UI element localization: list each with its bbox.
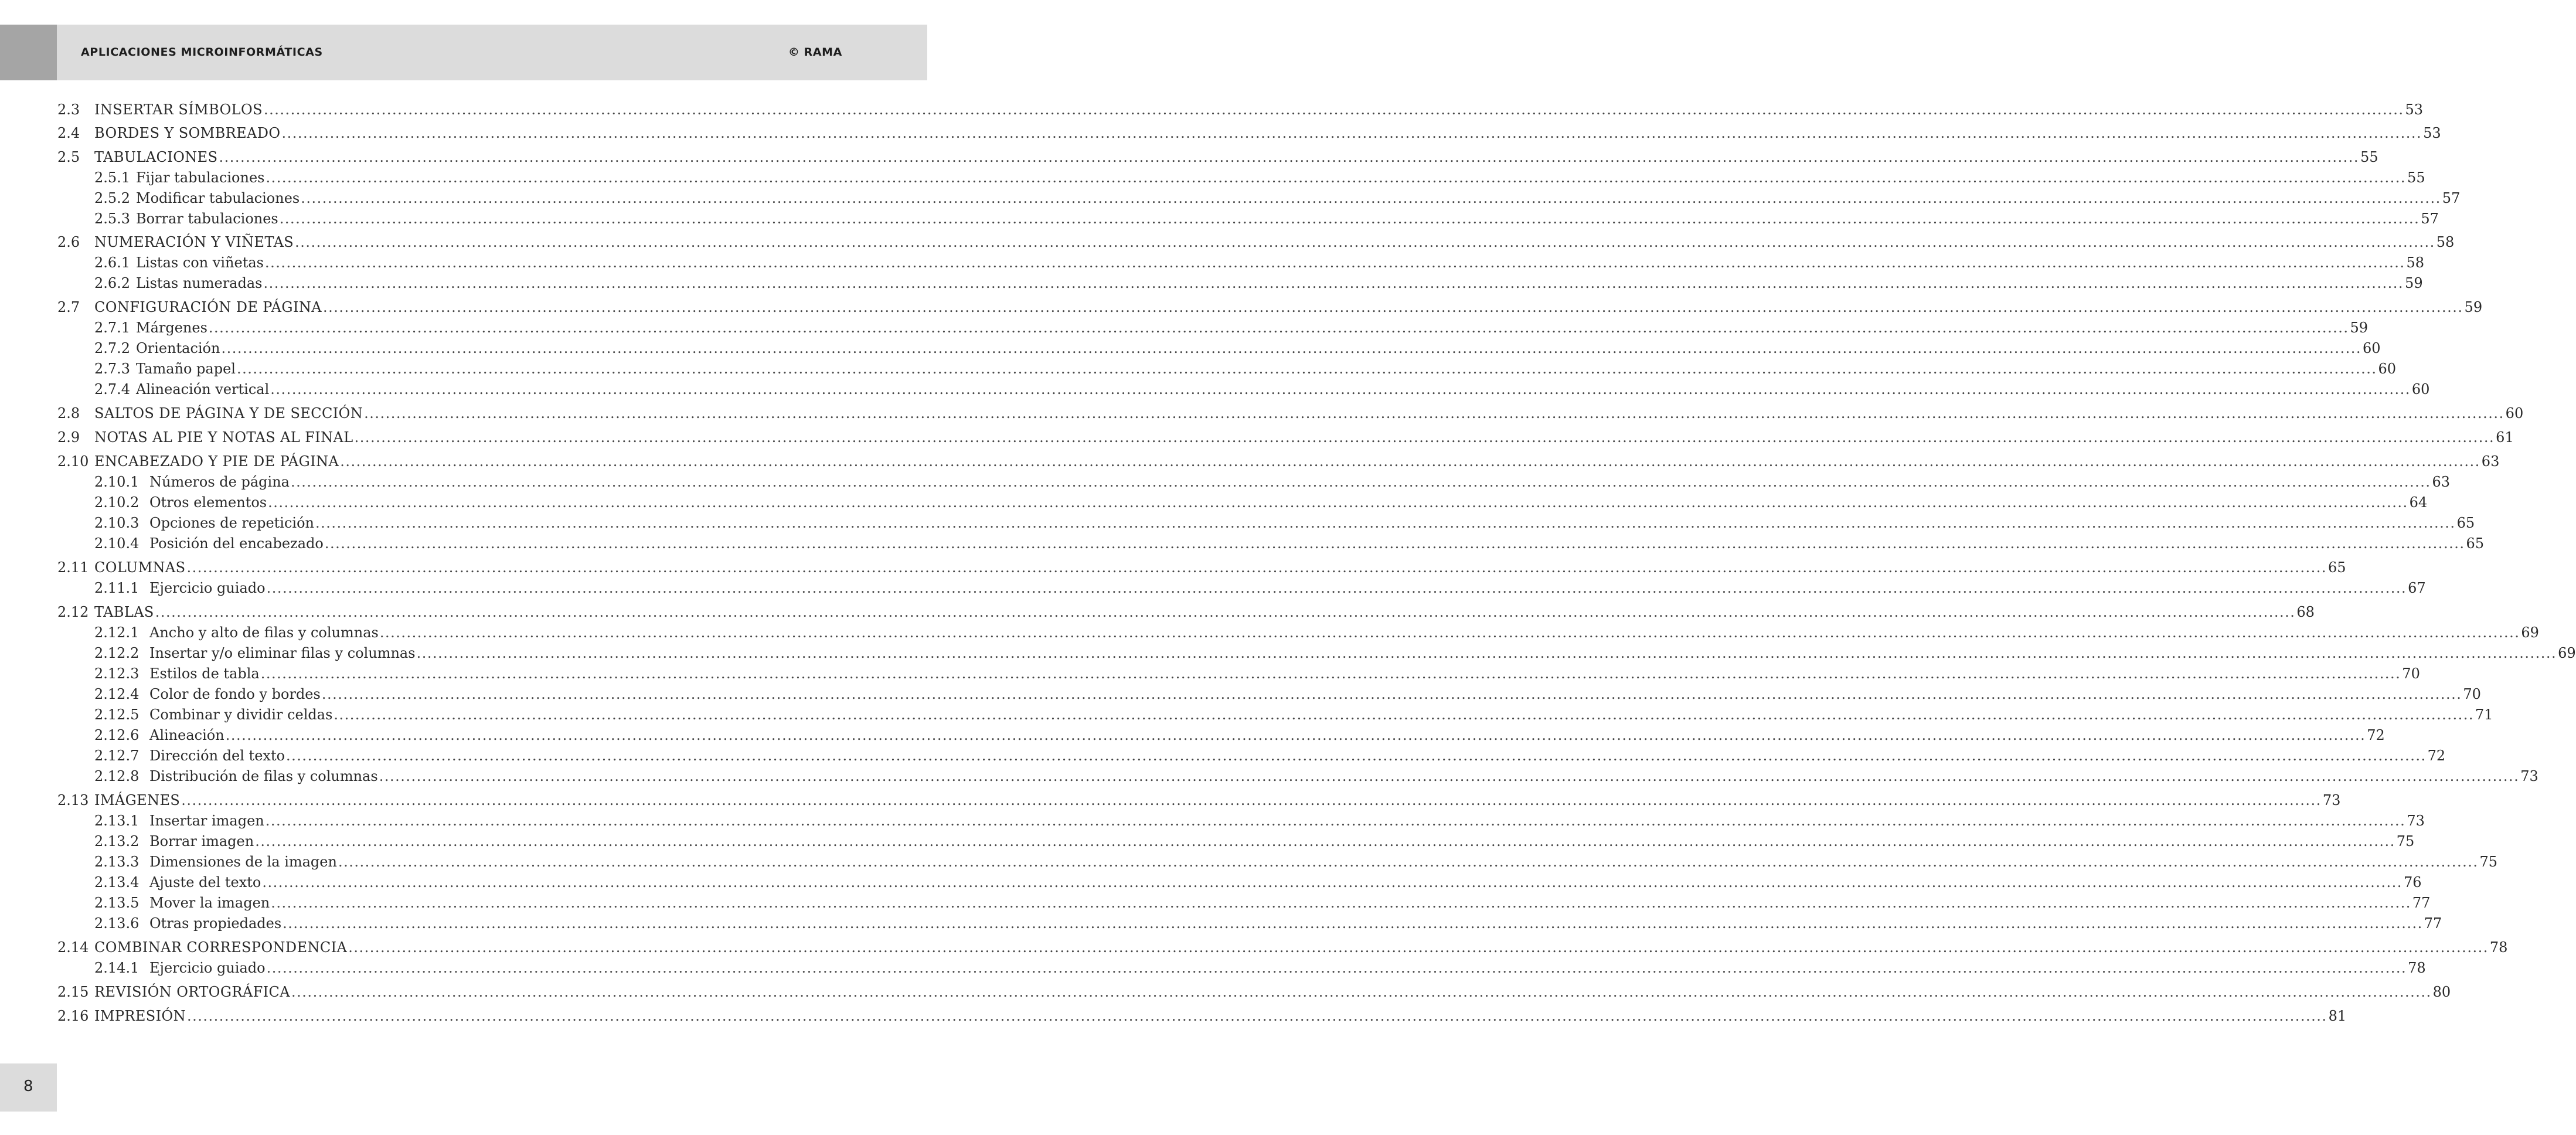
toc-entry-page: 53 (2405, 101, 2424, 118)
toc-entry-title: COMBINAR CORRESPONDENCIA (94, 939, 348, 956)
toc-entry-page: 67 (2408, 580, 2426, 596)
toc-entry-number: 2.13.5 (94, 895, 139, 911)
toc-entry[interactable] (0, 361, 2397, 380)
toc-entry-number: 2.12.7 (94, 747, 139, 764)
dot-leader: ................................................................................................................................................................................................................................................................................................................................................................................................................ (266, 169, 2407, 186)
toc-entry[interactable] (0, 939, 2508, 959)
toc-entry[interactable] (0, 624, 2539, 644)
toc-entry[interactable] (0, 604, 2315, 624)
toc-entry-title: Opciones de repetición (149, 515, 314, 531)
toc-entry-title: Alineación (149, 727, 224, 743)
toc-entry-page: 57 (2442, 190, 2461, 206)
toc-entry-number: 2.5.3 (94, 210, 131, 227)
toc-entry[interactable] (0, 665, 2420, 685)
dot-leader: ................................................................................................................................................................................................................................................................................................................................................................................................................ (264, 254, 2405, 271)
toc-entry-number: 2.14.1 (94, 960, 139, 976)
dot-leader: ................................................................................................................................................................................................................................................................................................................................................................................................................ (187, 1008, 2327, 1024)
toc-entry[interactable] (0, 535, 2484, 555)
toc-entry-title: NOTAS AL PIE Y NOTAS AL FINAL (94, 429, 353, 446)
toc-entry-number: 2.15 (57, 984, 89, 1000)
dot-leader: ................................................................................................................................................................................................................................................................................................................................................................................................................ (208, 320, 2349, 336)
dot-leader: ................................................................................................................................................................................................................................................................................................................................................................................................................ (266, 960, 2407, 976)
dot-leader: ................................................................................................................................................................................................................................................................................................................................................................................................................ (155, 604, 2296, 620)
toc-entry[interactable] (0, 645, 2576, 665)
toc-entry[interactable] (0, 984, 2451, 1004)
toc-entry[interactable] (0, 474, 2451, 494)
toc-entry-page: 69 (2521, 624, 2539, 641)
toc-entry-page: 76 (2403, 874, 2422, 891)
toc-entry[interactable] (0, 101, 2424, 121)
toc-entry-number: 2.13.4 (94, 874, 139, 891)
toc-entry[interactable] (0, 686, 2481, 706)
dot-leader: ................................................................................................................................................................................................................................................................................................................................................................................................................ (270, 381, 2411, 397)
toc-entry[interactable] (0, 768, 2538, 788)
running-header-copyright: © RAMA (788, 46, 842, 59)
toc-entry-page: 65 (2466, 535, 2484, 552)
dot-leader: ................................................................................................................................................................................................................................................................................................................................................................................................................ (322, 299, 2463, 315)
toc-entry-title: Otros elementos (149, 494, 267, 511)
toc-entry-page: 60 (2505, 405, 2524, 422)
toc-entry-title: BORDES Y SOMBREADO (94, 125, 281, 141)
toc-entry[interactable] (0, 210, 2439, 230)
dot-leader: ................................................................................................................................................................................................................................................................................................................................................................................................................ (181, 792, 2322, 808)
toc-entry[interactable] (0, 320, 2369, 339)
toc-entry-title: TABLAS (94, 604, 154, 620)
toc-entry[interactable] (0, 833, 2415, 853)
toc-entry-number: 2.10.1 (94, 474, 139, 490)
dot-leader: ................................................................................................................................................................................................................................................................................................................................................................................................................ (281, 125, 2422, 141)
toc-entry-title: CONFIGURACIÓN DE PÁGINA (94, 299, 322, 315)
toc-entry-number: 2.10.4 (94, 535, 139, 552)
toc-entry-number: 2.11 (57, 559, 89, 576)
toc-entry[interactable] (0, 727, 2385, 747)
toc-entry-number: 2.13 (57, 792, 89, 808)
toc-entry-page: 80 (2432, 984, 2451, 1000)
dot-leader: ................................................................................................................................................................................................................................................................................................................................................................................................................ (236, 361, 2377, 377)
toc-entry-title: Estilos de tabla (149, 665, 260, 682)
toc-entry-number: 2.11.1 (94, 580, 139, 596)
toc-entry[interactable] (0, 494, 2428, 514)
toc-entry-title: Alineación vertical (136, 381, 270, 397)
toc-entry-title: Márgenes (136, 320, 207, 336)
toc-entry-title: Dirección del texto (149, 747, 285, 764)
toc-entry-number: 2.6.2 (94, 275, 131, 291)
toc-entry[interactable] (0, 792, 2341, 812)
toc-entry-page: 60 (2411, 381, 2430, 397)
toc-entry-number: 2.12.1 (94, 624, 139, 641)
toc-entry-number: 2.13.2 (94, 833, 139, 849)
toc-entry-title: Color de fondo y bordes (149, 686, 321, 702)
dot-leader: ................................................................................................................................................................................................................................................................................................................................................................................................................ (271, 895, 2411, 911)
toc-entry-title: Combinar y dividir celdas (149, 706, 333, 723)
toc-entry-title: Borrar imagen (149, 833, 254, 849)
toc-entry[interactable] (0, 254, 2425, 274)
dot-leader: ................................................................................................................................................................................................................................................................................................................................................................................................................ (221, 340, 2362, 356)
toc-entry-number: 2.10 (57, 453, 89, 470)
toc-entry-page: 64 (2409, 494, 2428, 511)
toc-entry-number: 2.13.1 (94, 813, 139, 829)
toc-entry-number: 2.12.5 (94, 706, 139, 723)
toc-entry[interactable] (0, 580, 2426, 600)
toc-entry-page: 55 (2360, 149, 2378, 165)
toc-entry-page: 61 (2496, 429, 2514, 446)
dot-leader: ................................................................................................................................................................................................................................................................................................................................................................................................................ (364, 405, 2504, 422)
dot-leader: ................................................................................................................................................................................................................................................................................................................................................................................................................ (379, 624, 2520, 641)
dot-leader: ................................................................................................................................................................................................................................................................................................................................................................................................................ (255, 833, 2395, 849)
toc-entry-page: 70 (2463, 686, 2481, 702)
toc-entry-title: Tamaño papel (136, 361, 236, 377)
toc-entry-number: 2.12.6 (94, 727, 139, 743)
toc-entry-title: TABULACIONES (94, 149, 218, 165)
toc-entry[interactable] (0, 381, 2430, 401)
toc-entry[interactable] (0, 169, 2425, 189)
toc-entry-page: 73 (2520, 768, 2538, 784)
toc-entry-number: 2.7.2 (94, 340, 131, 356)
toc-entry-page: 81 (2328, 1008, 2347, 1024)
toc-entry-title: Otras propiedades (149, 915, 282, 932)
toc-entry[interactable] (0, 1008, 2347, 1028)
dot-leader: ................................................................................................................................................................................................................................................................................................................................................................................................................ (279, 210, 2420, 227)
toc-entry-page: 75 (2396, 833, 2415, 849)
toc-entry-number: 2.12 (57, 604, 89, 620)
toc-entry-number: 2.4 (57, 125, 80, 141)
dot-leader: ................................................................................................................................................................................................................................................................................................................................................................................................................ (283, 915, 2423, 932)
toc-entry-number: 2.12.3 (94, 665, 139, 682)
dot-leader: ................................................................................................................................................................................................................................................................................................................................................................................................................ (260, 665, 2401, 682)
toc-entry-title: REVISIÓN ORTOGRÁFICA (94, 984, 291, 1000)
toc-entry[interactable] (0, 706, 2493, 726)
toc-entry-page: 60 (2363, 340, 2381, 356)
toc-entry[interactable] (0, 340, 2381, 360)
toc-entry[interactable] (0, 895, 2431, 915)
toc-entry[interactable] (0, 190, 2461, 210)
dot-leader: ................................................................................................................................................................................................................................................................................................................................................................................................................ (263, 101, 2404, 118)
toc-entry-page: 60 (2378, 361, 2397, 377)
dot-leader: ................................................................................................................................................................................................................................................................................................................................................................................................................ (225, 727, 2366, 743)
toc-entry-title: COLUMNAS (94, 559, 186, 576)
toc-entry[interactable] (0, 275, 2423, 295)
dot-leader: ................................................................................................................................................................................................................................................................................................................................................................................................................ (354, 429, 2495, 446)
toc-entry-title: Ejercicio guiado (149, 580, 266, 596)
dot-leader: ................................................................................................................................................................................................................................................................................................................................................................................................................ (219, 149, 2360, 165)
toc-entry-page: 59 (2405, 275, 2423, 291)
toc-entry-title: Ejercicio guiado (149, 960, 266, 976)
toc-entry[interactable] (0, 299, 2483, 319)
running-header-title: APLICACIONES MICROINFORMÁTICAS (81, 46, 323, 59)
toc-entry-page: 65 (2456, 515, 2475, 531)
toc-entry-title: Insertar y/o eliminar filas y columnas (149, 645, 416, 661)
toc-entry-title: IMPRESIÓN (94, 1008, 186, 1024)
toc-entry-page: 58 (2406, 254, 2425, 271)
toc-entry-page: 59 (2464, 299, 2483, 315)
toc-entry[interactable] (0, 405, 2524, 425)
toc-entry-number: 2.7.1 (94, 320, 131, 336)
toc-entry-title: Distribución de filas y columnas (149, 768, 378, 784)
toc-entry-page: 63 (2432, 474, 2451, 490)
toc-entry-title: NUMERACIÓN Y VIÑETAS (94, 234, 294, 250)
toc-entry-title: SALTOS DE PÁGINA Y DE SECCIÓN (94, 405, 363, 422)
toc-entry-page: 70 (2402, 665, 2420, 682)
toc-entry[interactable] (0, 915, 2442, 935)
toc-entry-page: 73 (2322, 792, 2341, 808)
toc-entry-page: 65 (2328, 559, 2346, 576)
toc-entry-number: 2.14 (57, 939, 89, 956)
toc-entry[interactable] (0, 559, 2346, 579)
toc-entry-number: 2.5 (57, 149, 80, 165)
dot-leader: ................................................................................................................................................................................................................................................................................................................................................................................................................ (286, 747, 2427, 764)
toc-entry-page: 77 (2424, 915, 2442, 932)
toc-entry-page: 58 (2436, 234, 2455, 250)
toc-entry-number: 2.16 (57, 1008, 89, 1024)
toc-entry[interactable] (0, 234, 2455, 254)
toc-entry-number: 2.5.1 (94, 169, 131, 186)
toc-entry-page: 78 (2489, 939, 2508, 956)
dot-leader: ................................................................................................................................................................................................................................................................................................................................................................................................................ (301, 190, 2441, 206)
toc-entry-title: INSERTAR SÍMBOLOS (94, 101, 263, 118)
dot-leader: ................................................................................................................................................................................................................................................................................................................................................................................................................ (338, 854, 2479, 870)
dot-leader: ................................................................................................................................................................................................................................................................................................................................................................................................................ (334, 706, 2474, 723)
toc-entry-title: Orientación (136, 340, 220, 356)
toc-entry-title: Mover la imagen (149, 895, 270, 911)
toc-entry-title: Fijar tabulaciones (136, 169, 265, 186)
toc-entry-page: 53 (2423, 125, 2441, 141)
toc-entry-number: 2.10.3 (94, 515, 139, 531)
toc-entry[interactable] (0, 125, 2441, 145)
toc-entry-number: 2.9 (57, 429, 80, 446)
toc-entry[interactable] (0, 515, 2475, 535)
toc-entry-number: 2.5.2 (94, 190, 131, 206)
dot-leader: ................................................................................................................................................................................................................................................................................................................................................................................................................ (268, 494, 2408, 511)
toc-entry-number: 2.13.3 (94, 854, 139, 870)
toc-entry-title: ENCABEZADO Y PIE DE PÁGINA (94, 453, 339, 470)
dot-leader: ................................................................................................................................................................................................................................................................................................................................................................................................................ (295, 234, 2435, 250)
toc-entry-page: 55 (2407, 169, 2425, 186)
toc-entry-page: 75 (2479, 854, 2498, 870)
toc-entry[interactable] (0, 453, 2500, 473)
toc-entry-title: Borrar tabulaciones (136, 210, 278, 227)
toc-entry-title: Ajuste del texto (149, 874, 261, 891)
toc-entry[interactable] (0, 429, 2514, 449)
toc-entry-number: 2.6.1 (94, 254, 131, 271)
toc-entry-number: 2.7.3 (94, 361, 131, 377)
toc-entry-title: Dimensiones de la imagen (149, 854, 337, 870)
toc-entry-number: 2.12.8 (94, 768, 139, 784)
toc-entry-title: Números de página (149, 474, 290, 490)
toc-entry-title: Ancho y alto de filas y columnas (149, 624, 379, 641)
toc-entry-page: 68 (2296, 604, 2315, 620)
toc-entry[interactable] (0, 960, 2426, 980)
toc-entry-number: 2.8 (57, 405, 80, 422)
dot-leader: ................................................................................................................................................................................................................................................................................................................................................................................................................ (416, 645, 2557, 661)
toc-entry-title: Listas numeradas (136, 275, 263, 291)
toc-entry-title: Modificar tabulaciones (136, 190, 300, 206)
toc-entry-title: IMÁGENES (94, 792, 181, 808)
toc-entry-page: 77 (2412, 895, 2431, 911)
toc-entry-number: 2.10.2 (94, 494, 139, 511)
dot-leader: ................................................................................................................................................................................................................................................................................................................................................................................................................ (262, 874, 2403, 891)
toc-entry-page: 78 (2408, 960, 2426, 976)
toc-entry-page: 69 (2558, 645, 2576, 661)
page-number: 8 (23, 1078, 33, 1095)
dot-leader: ................................................................................................................................................................................................................................................................................................................................................................................................................ (324, 535, 2465, 552)
toc-entry-title: Posición del encabezado (149, 535, 324, 552)
toc-entry-page: 73 (2407, 813, 2425, 829)
dot-leader: ................................................................................................................................................................................................................................................................................................................................................................................................................ (348, 939, 2489, 956)
toc-entry[interactable] (0, 854, 2498, 874)
toc-entry-title: Insertar imagen (149, 813, 264, 829)
dot-leader: ................................................................................................................................................................................................................................................................................................................................................................................................................ (265, 813, 2406, 829)
toc-entry[interactable] (0, 874, 2422, 894)
toc-entry[interactable] (0, 813, 2425, 832)
toc-entry-number: 2.12.4 (94, 686, 139, 702)
toc-entry-title: Listas con viñetas (136, 254, 264, 271)
dot-leader: ................................................................................................................................................................................................................................................................................................................................................................................................................ (340, 453, 2480, 470)
toc-entry-page: 71 (2475, 706, 2493, 723)
toc-entry-number: 2.7 (57, 299, 80, 315)
dot-leader: ................................................................................................................................................................................................................................................................................................................................................................................................................ (290, 474, 2431, 490)
toc-entry-page: 57 (2421, 210, 2439, 227)
toc-entry-number: 2.13.6 (94, 915, 139, 932)
toc-entry-page: 59 (2350, 320, 2369, 336)
dot-leader: ................................................................................................................................................................................................................................................................................................................................................................................................................ (263, 275, 2404, 291)
dot-leader: ................................................................................................................................................................................................................................................................................................................................................................................................................ (266, 580, 2407, 596)
toc-entry-number: 2.6 (57, 234, 80, 250)
dot-leader: ................................................................................................................................................................................................................................................................................................................................................................................................................ (379, 768, 2520, 784)
dot-leader: ................................................................................................................................................................................................................................................................................................................................................................................................................ (315, 515, 2456, 531)
dot-leader: ................................................................................................................................................................................................................................................................................................................................................................................................................ (321, 686, 2462, 702)
toc-entry-page: 63 (2481, 453, 2500, 470)
dot-leader: ................................................................................................................................................................................................................................................................................................................................................................................................................ (186, 559, 2327, 576)
toc-entry-number: 2.7.4 (94, 381, 131, 397)
toc-entry-number: 2.3 (57, 101, 80, 118)
toc-entry-number: 2.12.2 (94, 645, 139, 661)
toc-entry-page: 72 (2367, 727, 2385, 743)
dot-leader: ................................................................................................................................................................................................................................................................................................................................................................................................................ (291, 984, 2432, 1000)
toc-entry[interactable] (0, 149, 2378, 169)
toc-entry[interactable] (0, 747, 2446, 767)
toc-entry-page: 72 (2427, 747, 2446, 764)
